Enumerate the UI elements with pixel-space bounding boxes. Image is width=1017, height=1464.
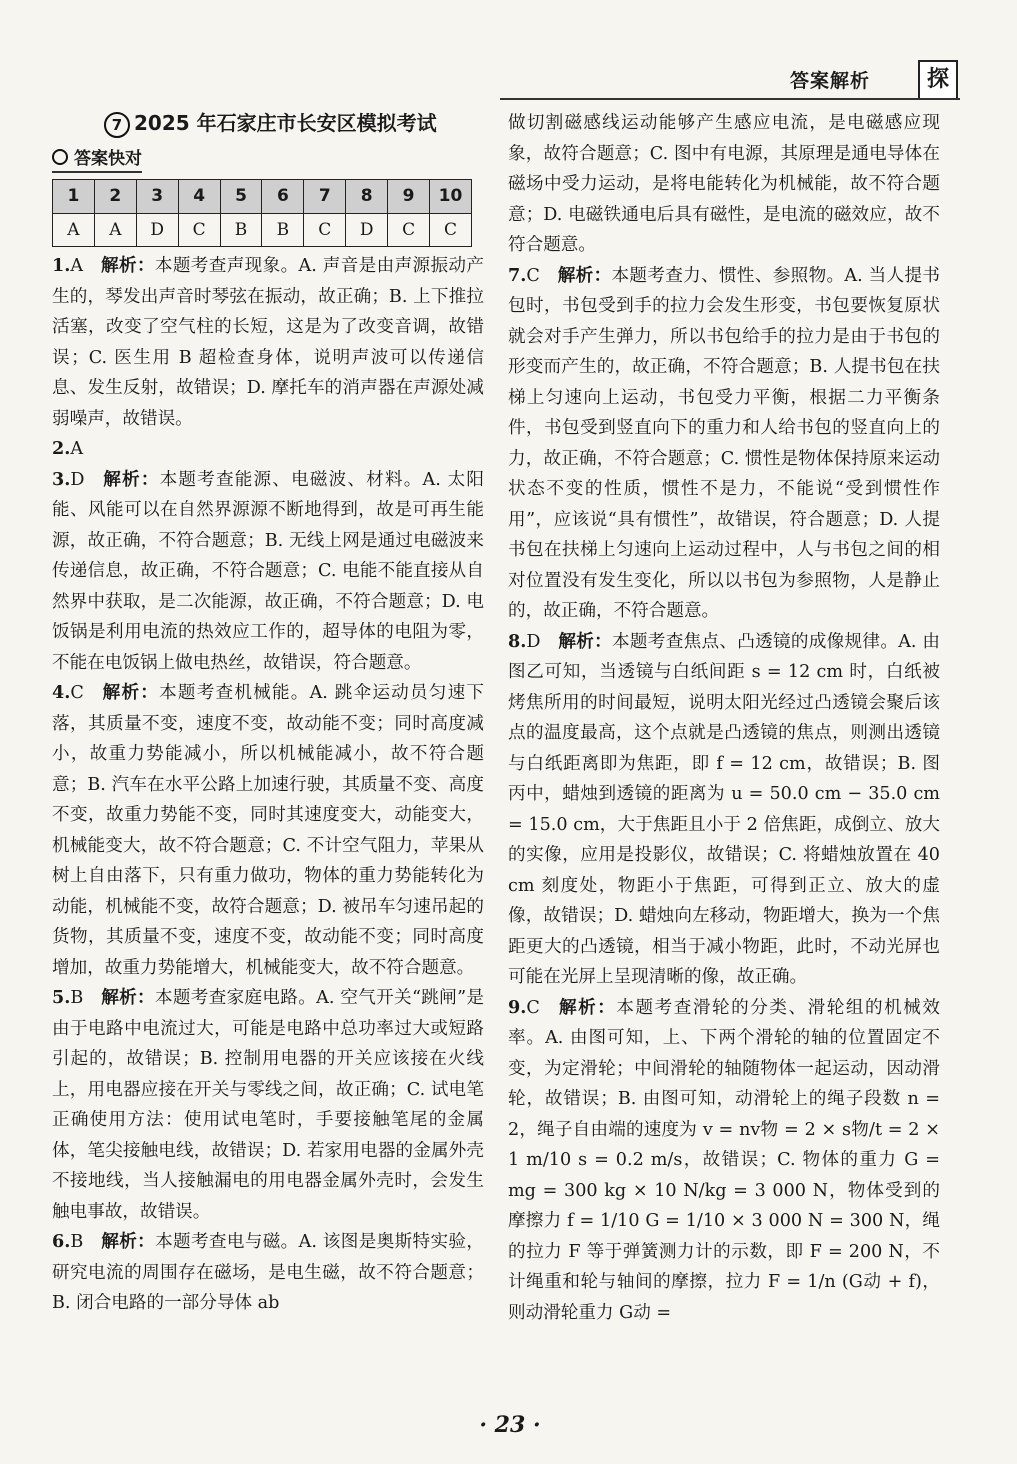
explanation-item [508, 627, 940, 993]
explanation-label: 解析： [102, 469, 160, 490]
explanation-text: 本题考查力、惯性、参照物。A. 当人提书包时，书包受到手的拉力会发生形变，书包要恢复原状就会对手产生弹力，所以书包给手的拉力是由于书包的形变而产生的，故正确，不符合题意；B. 人提书包在扶梯上匀速向上运动，书包受力平衡，根据二力平衡条件，书包受到竖直向下的重力和人给书包的竖直向上的力，故正确，不符合题意；C. 惯性是物体保持原来运动状态不变的性质，惯性不是力，不能说“受到惯性作用”，应该说“具有惯性”，故错误，符合题意；D. 人提书包在扶梯上匀速向上运动过程中，人与书包之间的相对位置没有发生变化，所以以书包为参照物，人是静止的，故正确，不符合题意。 [508, 265, 940, 621]
explanation-text: 本题考查能源、电磁波、材料。A. 太阳能、风能可以在自然界源源不断地得到，故是可再生能源，故正确，不符合题意；B. 无线上网是通过电磁波来传递信息，故正确，不符合题意；C. 电能不能直接从自然界中获取，是二次能源，故正确，不符合题意；D. 电饭锅是利用电流的热效应工作的，超导体的电阻为零，不能在电饭锅上做电热丝，故错误，符合题意。 [52, 469, 484, 673]
answer-table-number-cell: 3 [136, 180, 178, 214]
left-column [52, 108, 484, 1319]
question-number: 1. [52, 255, 71, 276]
explanation-text: 本题考查机械能。A. 跳伞运动员匀速下落，其质量不变，速度不变，故动能不变；同时高度减小，故重力势能减小，所以机械能减小，故不符合题意；B. 汽车在水平公路上加速行驶，其质量不变、高度不变，故重力势能不变，同时其速度变大，动能变大，机械能变大，故不符合题意；C. 不计空气阻力，苹果从树上自由落下，只有重力做功，物体的重力势能转化为动能，机械能不变，故符合题意；D. 被吊车匀速吊起的货物，其质量不变，速度不变，故动能不变；同时高度增加，故重力势能增大，机械能变大，故不符合题意。 [52, 683, 484, 978]
explanation-label: 解析： [557, 997, 617, 1018]
explanation-label: 解析： [558, 631, 613, 652]
explanation-item [52, 983, 484, 1227]
explanation-label: 解析： [100, 256, 155, 276]
question-number: 2. [52, 438, 71, 459]
right-explanations [508, 108, 940, 1328]
brand-logo-icon: 探 [918, 60, 958, 100]
answer-letter: A [70, 256, 84, 276]
explanation-label: 解析： [101, 683, 160, 703]
answer-letter: A [70, 439, 84, 459]
quick-answers-label: 答案快对 [74, 149, 142, 169]
explanation-label: 解析： [557, 265, 612, 286]
explanation-text: 做切割磁感线运动能够产生感应电流，是电磁感应现象，故符合题意；C. 图中有电源，其原理是通电导体在磁场中受力运动，是将电能转化为机械能，故不符合题意；D. 电磁铁通电后具有磁性，是电流的磁效应，故不符合题意。 [508, 113, 940, 255]
answer-table-choice-cell: C [178, 213, 220, 247]
answer-table-number-cell: 10 [430, 180, 472, 214]
answer-table-header-row [53, 180, 472, 214]
question-number: 9. [508, 996, 527, 1018]
explanation-label: 解析： [100, 988, 155, 1008]
answer-table-number-cell: 6 [262, 180, 304, 214]
answer-table-choice-cell: D [346, 213, 388, 247]
right-column [508, 108, 940, 1328]
header-divider [500, 98, 960, 100]
explanation-item [508, 261, 940, 627]
answer-letter: D [70, 469, 85, 490]
exam-title [104, 108, 484, 138]
question-number: 7. [508, 264, 527, 286]
answer-table [52, 179, 472, 247]
answer-table-answer-row [53, 213, 472, 247]
answer-table-number-cell: 1 [53, 180, 95, 214]
answer-table-choice-cell: C [430, 213, 472, 247]
explanation-item [52, 465, 484, 679]
answer-table-choice-cell: C [388, 213, 430, 247]
answer-table-choice-cell: B [220, 213, 262, 247]
answer-table-choice-cell: A [53, 213, 95, 247]
explanation-text: 本题考查电与磁。A. 该图是奥斯特实验，研究电流的周围存在磁场，是电生磁，故不符合题意；B. 闭合电路的一部分导体 ab [52, 1232, 484, 1313]
explanation-text: 本题考查焦点、凸透镜的成像规律。A. 由图乙可知，当透镜与白纸间距 s = 12 cm 时，白纸被烤焦所用的时间最短，说明太阳光经过凸透镜会聚后该点的温度最高，这个点就是凸透镜的焦点，则测出透镜与白纸距离即为焦距，即 f = 12 cm，故错误；B. 图丙中，蜡烛到透镜的距离为 u = 50.0 cm − 35.0 cm = 15.0 cm，大于焦距且小于 2 倍焦距，成倒立、放大的实像，应用是投影仪，故错误；C. 将蜡烛放置在 40 cm 刻度处，物距小于焦距，可得到正立、放大的虚像，故错误；D. 蜡烛向左移动，物距增大，换为一个焦距更大的凸透镜，相当于减小物距，此时，不动光屏也可能在光屏上呈现清晰的像，故正确。 [508, 631, 940, 987]
page-number: · 23 · [479, 1412, 541, 1438]
magnifier-icon [52, 149, 68, 165]
answer-table-number-cell: 7 [304, 180, 346, 214]
explanation-text: 本题考查家庭电路。A. 空气开关“跳闸”是由于电路中电流过大，可能是电路中总功率过大或短路引起的，故错误；B. 控制用电器的开关应该接在火线上，用电器应接在开关与零线之间，故正确；C. 试电笔正确使用方法：使用试电笔时，手要接触笔尾的金属体，笔尖接触电线，故错误；D. 若家用电器的金属外壳不接地线，当人接触漏电的用电器金属外壳时，会发生触电事故，故错误。 [52, 988, 484, 1222]
question-number: 3. [52, 468, 71, 490]
left-explanations [52, 251, 484, 1319]
answer-letter: C [526, 265, 540, 286]
header-title: 答案解析 [790, 70, 871, 92]
quick-answers-heading [52, 147, 142, 173]
explanation-item [52, 678, 484, 983]
explanation-item [508, 993, 940, 1329]
explanation-text: 本题考查声现象。A. 声音是由声源振动产生的，琴发出声音时琴弦在振动，故正确；B. 上下推拉活塞，改变了空气柱的长短，这是为了改变音调，故错误；C. 医生用 B 超检查身体，说明声波可以传递信息、发生反射，故错误；D. 摩托车的消声器在声源处减弱噪声，故错误。 [52, 256, 484, 429]
question-number: 6. [52, 1231, 71, 1252]
answer-letter: B [70, 988, 84, 1008]
answer-letter: C [526, 997, 540, 1018]
answer-table-number-cell: 2 [94, 180, 136, 214]
answer-table-number-cell: 4 [178, 180, 220, 214]
answer-table-choice-cell: B [262, 213, 304, 247]
answer-letter: B [70, 1232, 84, 1252]
answer-table-number-cell: 9 [388, 180, 430, 214]
explanation-label: 解析： [100, 1232, 156, 1252]
answer-letter: D [526, 631, 541, 652]
question-number: 4. [52, 682, 71, 703]
explanation-item [52, 1227, 484, 1319]
exam-number-badge: 7 [104, 112, 130, 138]
question-number: 8. [508, 630, 527, 652]
explanation-item [508, 108, 940, 261]
answer-table-choice-cell: C [304, 213, 346, 247]
answer-table-choice-cell: A [94, 213, 136, 247]
answer-table-number-cell: 5 [220, 180, 262, 214]
explanation-text: 本题考查滑轮的分类、滑轮组的机械效率。A. 由图可知，上、下两个滑轮的轴的位置固定不变，为定滑轮；中间滑轮的轴随物体一起运动，因动滑轮，故错误；B. 由图可知，动滑轮上的绳子段数 n = 2，绳子自由端的速度为 v = nv物 = 2 × s物/t = 2 × 1 m/10 s = 0.2 m/s，故错误；C. 物体的重力 G = mg = 300 kg × 10 N/kg = 3 000 N，物体受到的摩擦力 f = 1/10 G = 1/10 × 3 000 N = 300 N，绳的拉力 F 等于弹簧测力计的示数，即 F = 200 N，不计绳重和轮与轴间的摩擦，拉力 F = 1/n (G动 + f)，则动滑轮重力 G动 = [508, 997, 940, 1323]
answer-table-choice-cell: D [136, 213, 178, 247]
explanation-item [52, 434, 484, 465]
exam-title-text: 2025 年石家庄市长安区模拟考试 [134, 111, 437, 135]
page-header [790, 60, 960, 100]
question-number: 5. [52, 987, 71, 1008]
answer-table-number-cell: 8 [346, 180, 388, 214]
explanation-item [52, 251, 484, 434]
answer-letter: C [70, 683, 84, 703]
